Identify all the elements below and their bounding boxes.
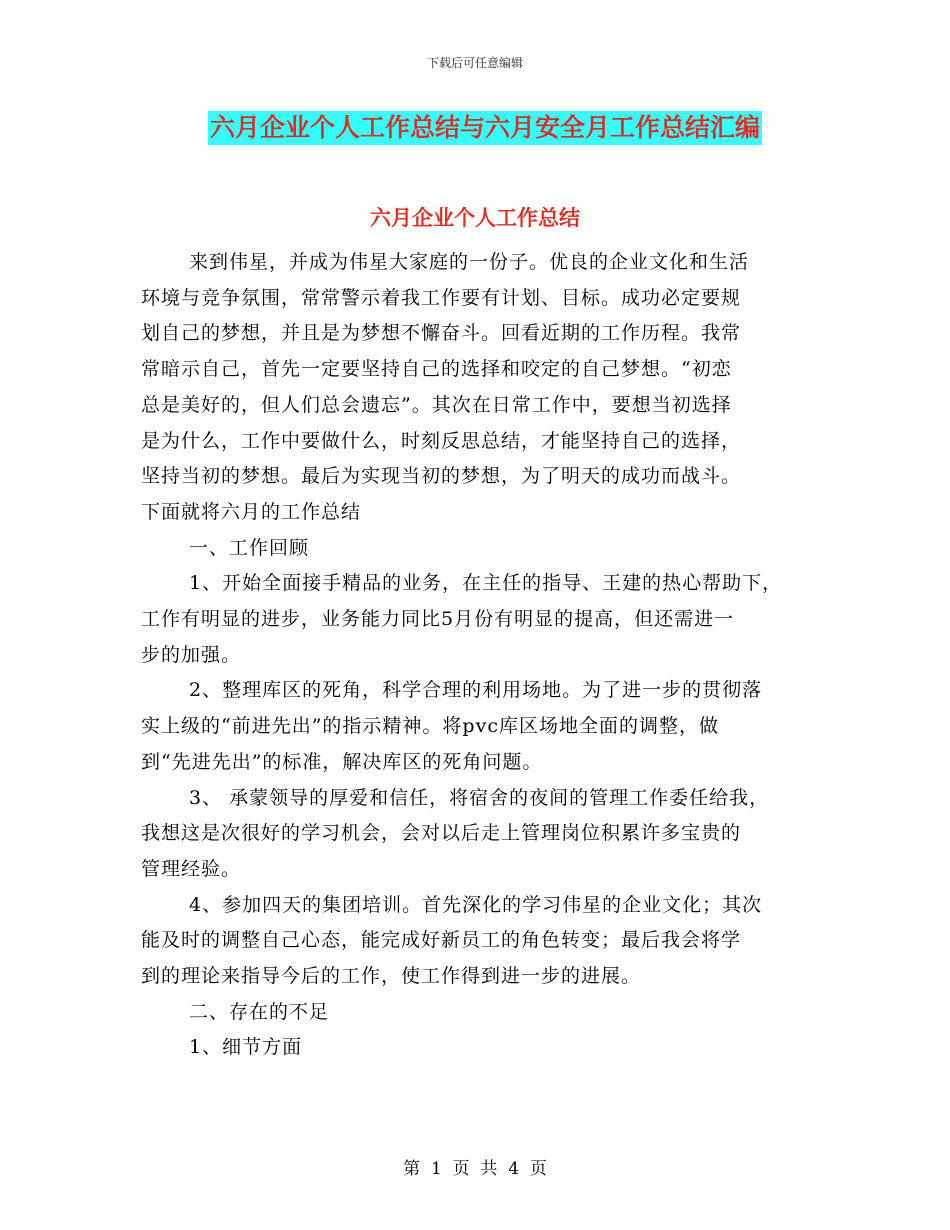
body-line: 是为什么，工作中要做什么，时刻反思总结，才能坚持自己的选择， bbox=[141, 429, 742, 452]
body-line: 1、开始全面接手精品的业务，在主任的指导、王建的热心帮助下， bbox=[189, 572, 783, 595]
body-line: 1、细节方面 bbox=[189, 1036, 303, 1059]
section-title: 六月企业个人工作总结 bbox=[370, 206, 580, 230]
body-line: 总是美好的，但人们总会遗忘”。其次在日常工作中，要想当初选择 bbox=[141, 393, 732, 416]
body-line: 二、存在的不足 bbox=[189, 1000, 330, 1023]
body-line: 实上级的“前进先出”的指示精神。将pvc库区场地全面的调整，做 bbox=[141, 715, 719, 738]
body-line: 一、工作回顾 bbox=[189, 536, 310, 559]
document-title: 六月企业个人工作总结与六月安全月工作总结汇编 bbox=[208, 111, 762, 145]
page-footer: 第 1 页 共 4 页 bbox=[403, 1159, 547, 1179]
body-line: 管理经验。 bbox=[141, 857, 242, 880]
body-line: 来到伟星，并成为伟星大家庭的一份子。优良的企业文化和生活 bbox=[189, 251, 750, 273]
body-line: 能及时的调整自己心态，能完成好新员工的角色转变；最后我会将学 bbox=[141, 929, 742, 952]
body-line: 划自己的梦想，并且是为梦想不懈奋斗。回看近期的工作历程。我常 bbox=[141, 322, 742, 345]
body-line: 工作有明显的进步，业务能力同比5月份有明显的提高，但还需进一 bbox=[141, 608, 735, 631]
body-line: 我想这是次很好的学习机会，会对以后走上管理岗位积累许多宝贵的 bbox=[141, 822, 742, 845]
body-line: 到的理论来指导今后的工作，使工作得到进一步的进展。 bbox=[141, 965, 642, 988]
body-line: 步的加强。 bbox=[141, 643, 242, 666]
body-line: 下面就将六月的工作总结 bbox=[141, 500, 362, 523]
document-body bbox=[141, 245, 821, 1066]
body-line: 3、 承蒙领导的厚爱和信任，将宿舍的夜间的管理工作委任给我， bbox=[189, 786, 770, 809]
body-line: 到“先进先出”的标准，解决库区的死角问题。 bbox=[141, 750, 543, 773]
body-line: 2、整理库区的死角，科学合理的利用场地。为了进一步的贯彻落 bbox=[189, 679, 763, 702]
body-line: 坚持当初的梦想。最后为实现当初的梦想，为了明天的成功而战斗。 bbox=[141, 465, 742, 488]
body-line: 4、参加四天的集团培训。首先深化的学习伟星的企业文化；其次 bbox=[189, 893, 763, 916]
body-line: 常暗示自己，首先一定要坚持自己的选择和咬定的自己梦想。“初恋 bbox=[141, 358, 732, 381]
body-line: 环境与竞争氛围，常常警示着我工作要有计划、目标。成功必定要规 bbox=[141, 286, 742, 309]
header-note: 下载后可任意编辑 bbox=[426, 56, 523, 70]
